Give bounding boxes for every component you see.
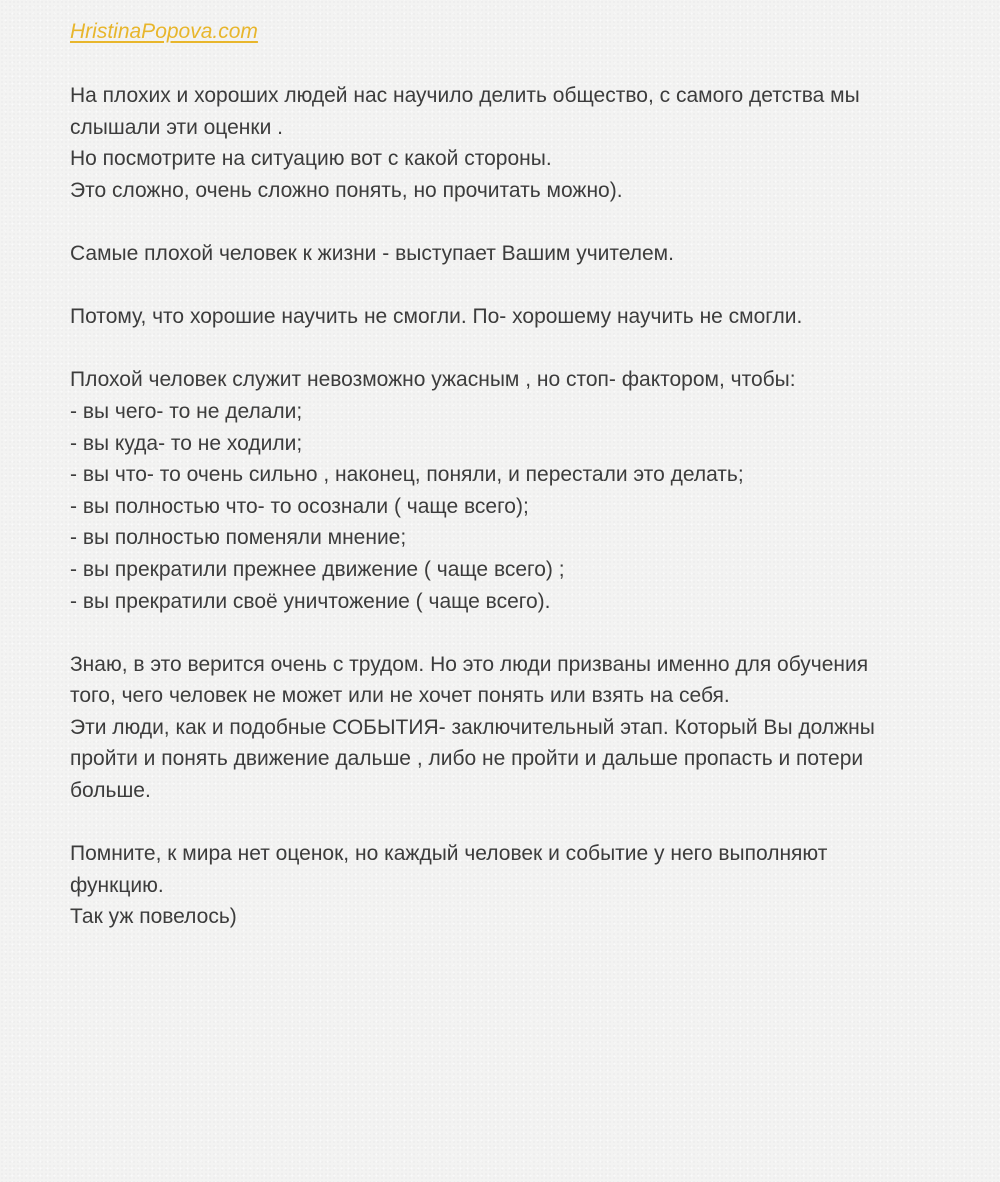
text-line: - вы куда- то не ходили; bbox=[70, 431, 303, 455]
note-page bbox=[70, 16, 960, 933]
text-line: больше. bbox=[70, 779, 151, 803]
text-line: слышали эти оценки . bbox=[70, 115, 283, 139]
text-line: Эти люди, как и подобные СОБЫТИЯ- заключительный этап. Который Вы должны bbox=[70, 715, 875, 739]
text-line: Плохой человек служит невозможно ужасным , но стоп- фактором, чтобы: bbox=[70, 368, 796, 392]
blank-line bbox=[70, 807, 960, 839]
text-line: - вы чего- то не делали; bbox=[70, 399, 303, 423]
text-line: - вы прекратили своё уничтожение ( чаще всего). bbox=[70, 589, 551, 613]
text-line: - вы что- то очень сильно , наконец, поняли, и перестали это делать; bbox=[70, 463, 744, 487]
text-line: Знаю, в это верится очень с трудом. Но это люди призваны именно для обучения bbox=[70, 652, 869, 676]
blank-line bbox=[70, 617, 960, 649]
text-line: пройти и понять движение дальше , либо не пройти и дальше пропасть и потери bbox=[70, 747, 864, 771]
text-line: - вы полностью поменяли мнение; bbox=[70, 526, 407, 550]
text-line: Помните, к мира нет оценок, но каждый человек и событие у него выполняют bbox=[70, 842, 828, 866]
text-line: Так уж повелось) bbox=[70, 905, 237, 929]
note-body bbox=[70, 80, 960, 933]
site-link[interactable]: HristinaPopova.com bbox=[70, 20, 258, 43]
text-line: Самые плохой человек к жизни - выступает Вашим учителем. bbox=[70, 241, 674, 265]
blank-line bbox=[70, 206, 960, 238]
text-line: того, чего человек не может или не хочет понять или взять на себя. bbox=[70, 684, 730, 708]
blank-line bbox=[70, 270, 960, 302]
text-line: Потому, что хорошие научить не смогли. По- хорошему научить не смогли. bbox=[70, 305, 803, 329]
text-line: Это сложно, очень сложно понять, но прочитать можно). bbox=[70, 178, 623, 202]
text-line: - вы полностью что- то осознали ( чаще всего); bbox=[70, 494, 529, 518]
text-line: Но посмотрите на ситуацию вот с какой стороны. bbox=[70, 147, 552, 171]
blank-line bbox=[70, 333, 960, 365]
text-line: функцию. bbox=[70, 873, 164, 897]
text-line: На плохих и хороших людей нас научило делить общество, с самого детства мы bbox=[70, 84, 860, 107]
text-line: - вы прекратили прежнее движение ( чаще всего) ; bbox=[70, 557, 565, 581]
